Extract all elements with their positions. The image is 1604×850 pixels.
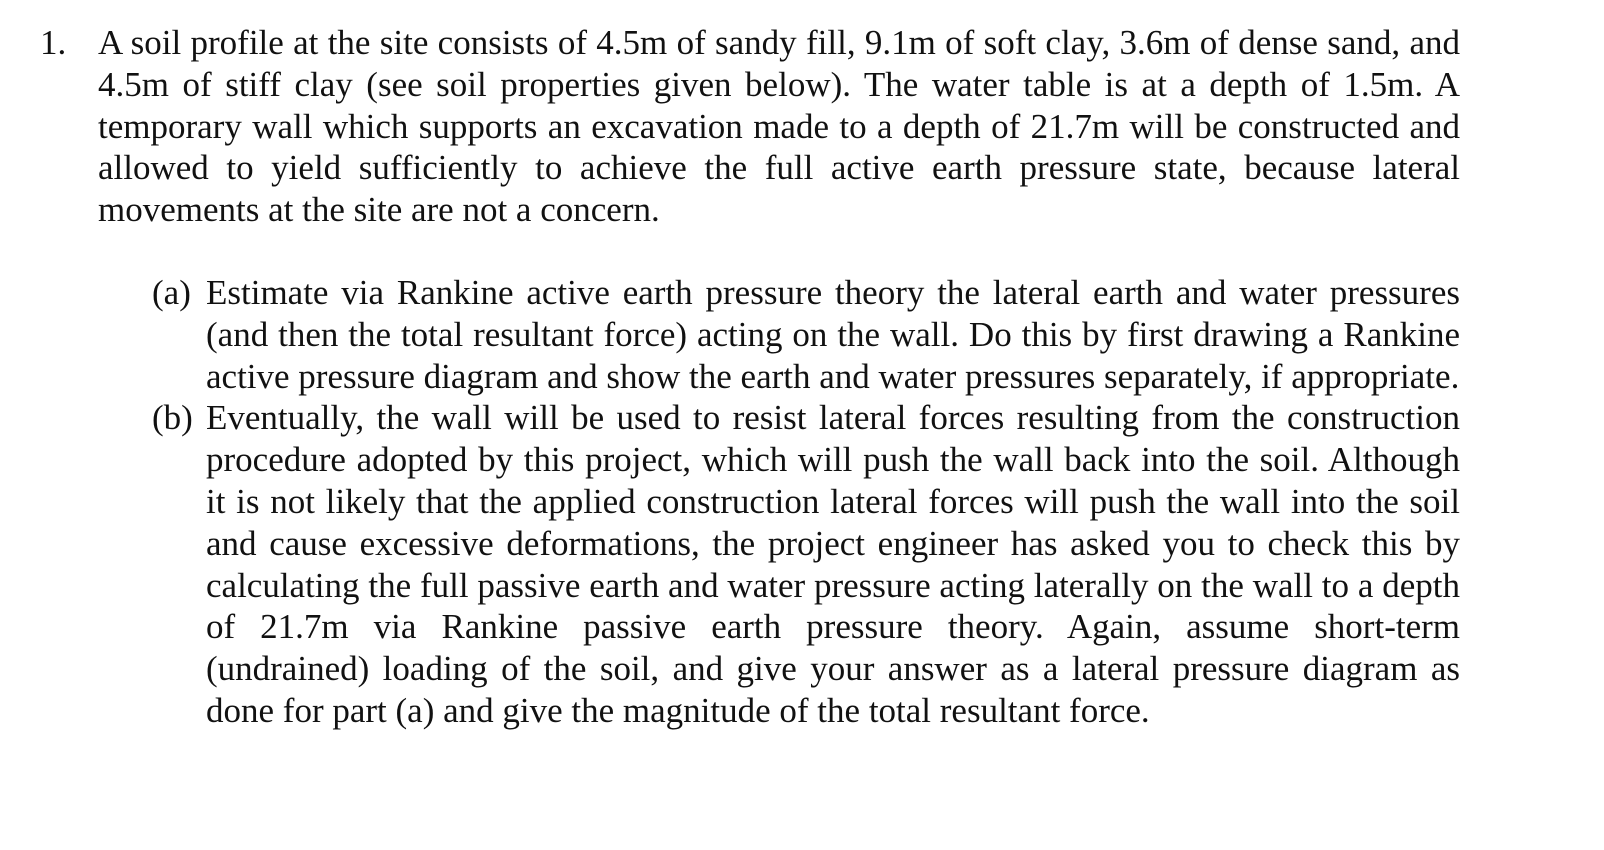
part-b xyxy=(152,397,1460,731)
problem-1 xyxy=(40,22,1460,231)
problem-number: 1. xyxy=(40,23,67,62)
part-a xyxy=(152,272,1460,397)
part-a-label: (a) xyxy=(152,273,191,312)
part-b-text: Eventually, the wall will be used to resist lateral forces resulting from the construction procedure adopted by this project, which will push the wall back into the soil. Although it is not likely that the applied construction lateral forces will push the wall into the soil and cause excessive deformations, the project engineer has asked you to check this by calculating the full passive earth and water pressure acting laterally on the wall to a depth of 21.7m via Rankine passive earth pressure theory. Again, assume short-term (undrained) loading of the soil, and give your answer as a lateral pressure diagram as done for part (a) and give the magnitude of the total resultant force. xyxy=(206,398,1460,730)
part-a-text: Estimate via Rankine active earth pressure theory the lateral earth and water pressures (and then the total resultant force) acting on the wall. Do this by first drawing a Rankine active pressure diagram and show the earth and water pressures separately, if appropriate. xyxy=(206,273,1460,396)
problem-statement: A soil profile at the site consists of 4.5m of sandy fill, 9.1m of soft clay, 3.6m of dense sand, and 4.5m of stiff clay (see soil properties given below). The water table is at a depth of 1.5m. A temporary wall which supports an excavation made to a depth of 21.7m will be constructed and allowed to yield sufficiently to achieve the full active earth pressure state, because lateral movements at the site are not a concern. xyxy=(98,23,1460,230)
part-b-label: (b) xyxy=(152,398,193,438)
problem-parts xyxy=(152,272,1460,732)
